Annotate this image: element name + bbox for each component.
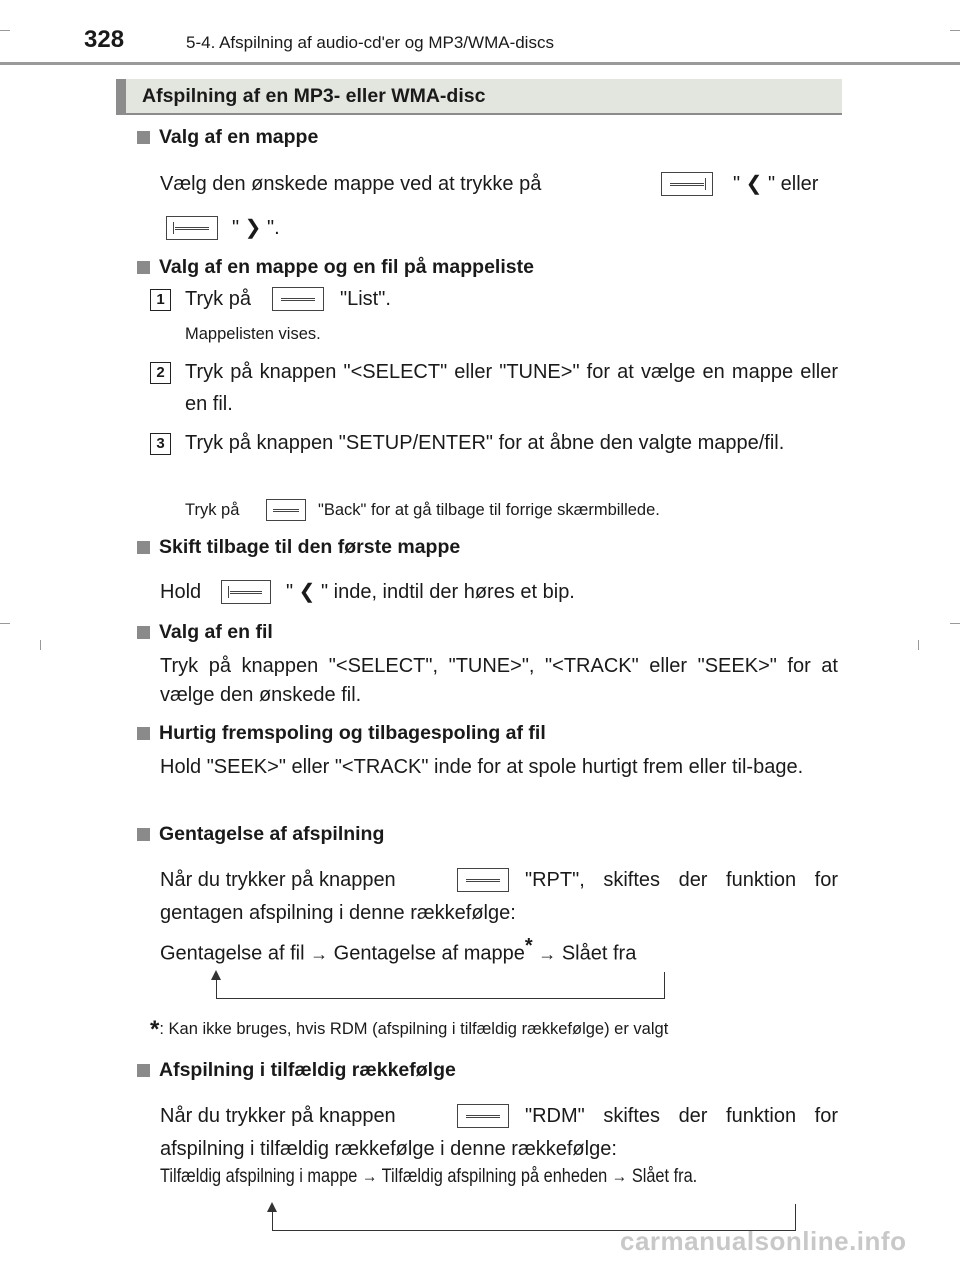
heading-first-folder: [137, 536, 460, 559]
seq-item: Gentagelse af fil: [160, 942, 305, 965]
first-folder-text-b: " ❮ " inde, indtil der høres et bip.: [286, 581, 575, 603]
bullet-square-icon: [137, 727, 150, 740]
crop-mark: [40, 640, 41, 650]
folder-up-button-icon: [166, 216, 218, 240]
crop-mark: [0, 623, 10, 624]
bullet-square-icon: [137, 1064, 150, 1077]
seq-item: Gentagelse af mappe: [333, 942, 525, 965]
footnote-text: : Kan ikke bruges, hvis RDM (afspilning i tilfældig rækkefølge) er valgt: [159, 1020, 669, 1038]
folder-text-b: " ❮ " eller: [733, 173, 819, 195]
random-text-b: "RDM" skiftes der funktion for: [525, 1105, 838, 1127]
fast-text: Hold "SEEK>" eller "<TRACK" inde for at spole hurtigt frem eller til-bage.: [160, 756, 804, 778]
step1-text-b: "List".: [340, 288, 391, 310]
step2-text: Tryk på knappen "<SELECT" eller "TUNE>" for at vælge en mappe eller en fil.: [185, 361, 838, 415]
heading-text: Gentagelse af afspilning: [159, 823, 385, 845]
rpt-button-icon: [457, 868, 509, 892]
heading-text: Valg af en fil: [159, 621, 273, 643]
crop-mark: [918, 640, 919, 650]
crop-mark: [950, 623, 960, 624]
repeat-text-c: gentagen afspilning i denne rækkefølge:: [160, 902, 516, 924]
bullet-square-icon: [137, 261, 150, 274]
step-number-3: 3: [150, 433, 171, 455]
folder-down-button-icon: [661, 172, 713, 196]
heading-fast-forward: [137, 722, 546, 745]
heading-text: Skift tilbage til den første mappe: [159, 536, 461, 558]
footnote-mark: *: [524, 935, 533, 957]
arrow-right-icon: →: [538, 943, 557, 964]
back-text-a: Tryk på: [185, 501, 240, 519]
heading-text: Afspilning i tilfældig rækkefølge: [159, 1059, 456, 1081]
seq-item: Slået fra: [561, 942, 637, 965]
random-text-c: afspilning i tilfældig rækkefølge i denne rækkefølge:: [160, 1138, 617, 1160]
heading-folder-list: [137, 256, 534, 279]
folder-up-button-icon: [221, 580, 271, 604]
section-title: Afspilning af en MP3- eller WMA-disc: [142, 85, 486, 107]
seq-item: Slået fra.: [631, 1166, 698, 1187]
arrow-right-icon: →: [310, 943, 329, 964]
step1-text-a: Tryk på: [185, 288, 251, 310]
folder-text-a: Vælg den ønskede mappe ved at trykke på: [160, 173, 542, 195]
arrow-right-icon: →: [611, 1166, 628, 1186]
first-folder-text-a: Hold: [160, 581, 202, 603]
step-number-2: 2: [150, 362, 171, 384]
bullet-square-icon: [137, 626, 150, 639]
crop-mark: [0, 30, 10, 31]
list-button-icon: [272, 287, 324, 311]
step1-note: Mappelisten vises.: [185, 325, 321, 343]
heading-text: Valg af en mappe og en fil på mappeliste: [159, 256, 534, 278]
crop-mark: [950, 30, 960, 31]
seq-item: Tilfældig afspilning på enheden: [381, 1166, 608, 1187]
bullet-square-icon: [137, 541, 150, 554]
loop-back-arrow: [216, 972, 665, 999]
heading-select-folder: [137, 126, 318, 149]
watermark: carmanualsonline.info: [620, 1226, 907, 1256]
footnote: [150, 1016, 668, 1044]
step-number-1: 1: [150, 289, 171, 311]
back-button-icon: [266, 499, 306, 521]
heading-text: Valg af en mappe: [159, 126, 319, 148]
heading-repeat: [137, 823, 384, 846]
back-text-b: "Back" for at gå tilbage til forrige skærmbillede.: [318, 501, 660, 519]
heading-text: Hurtig fremspoling og tilbagespoling af fil: [159, 722, 546, 744]
seq-item: Tilfældig afspilning i mappe: [160, 1166, 358, 1187]
chapter-title: 5-4. Afspilning af audio-cd'er og MP3/WMA-discs: [186, 33, 554, 52]
section-bar: [116, 79, 842, 115]
bullet-square-icon: [137, 828, 150, 841]
file-text: Tryk på knappen "<SELECT", "TUNE>", "<TRACK" eller "SEEK>" for at vælge den ønskede fil.: [160, 655, 838, 706]
repeat-text-a: Når du trykker på knappen: [160, 869, 396, 891]
bullet-square-icon: [137, 131, 150, 144]
page-number: 328: [84, 26, 125, 53]
random-text-a: Når du trykker på knappen: [160, 1105, 396, 1127]
random-sequence: [160, 1166, 697, 1188]
step3-text: Tryk på knappen "SETUP/ENTER" for at åbne den valgte mappe/fil.: [185, 432, 785, 454]
repeat-sequence: [160, 930, 636, 970]
heading-random: [137, 1059, 456, 1082]
arrow-right-icon: →: [361, 1166, 378, 1186]
repeat-text-b: "RPT", skiftes der funktion for: [525, 869, 838, 891]
heading-select-file: [137, 621, 273, 644]
footnote-mark: *: [150, 1016, 160, 1043]
header-rule: [0, 62, 960, 65]
folder-text-c: " ❯ ".: [232, 217, 280, 239]
rdm-button-icon: [457, 1104, 509, 1128]
